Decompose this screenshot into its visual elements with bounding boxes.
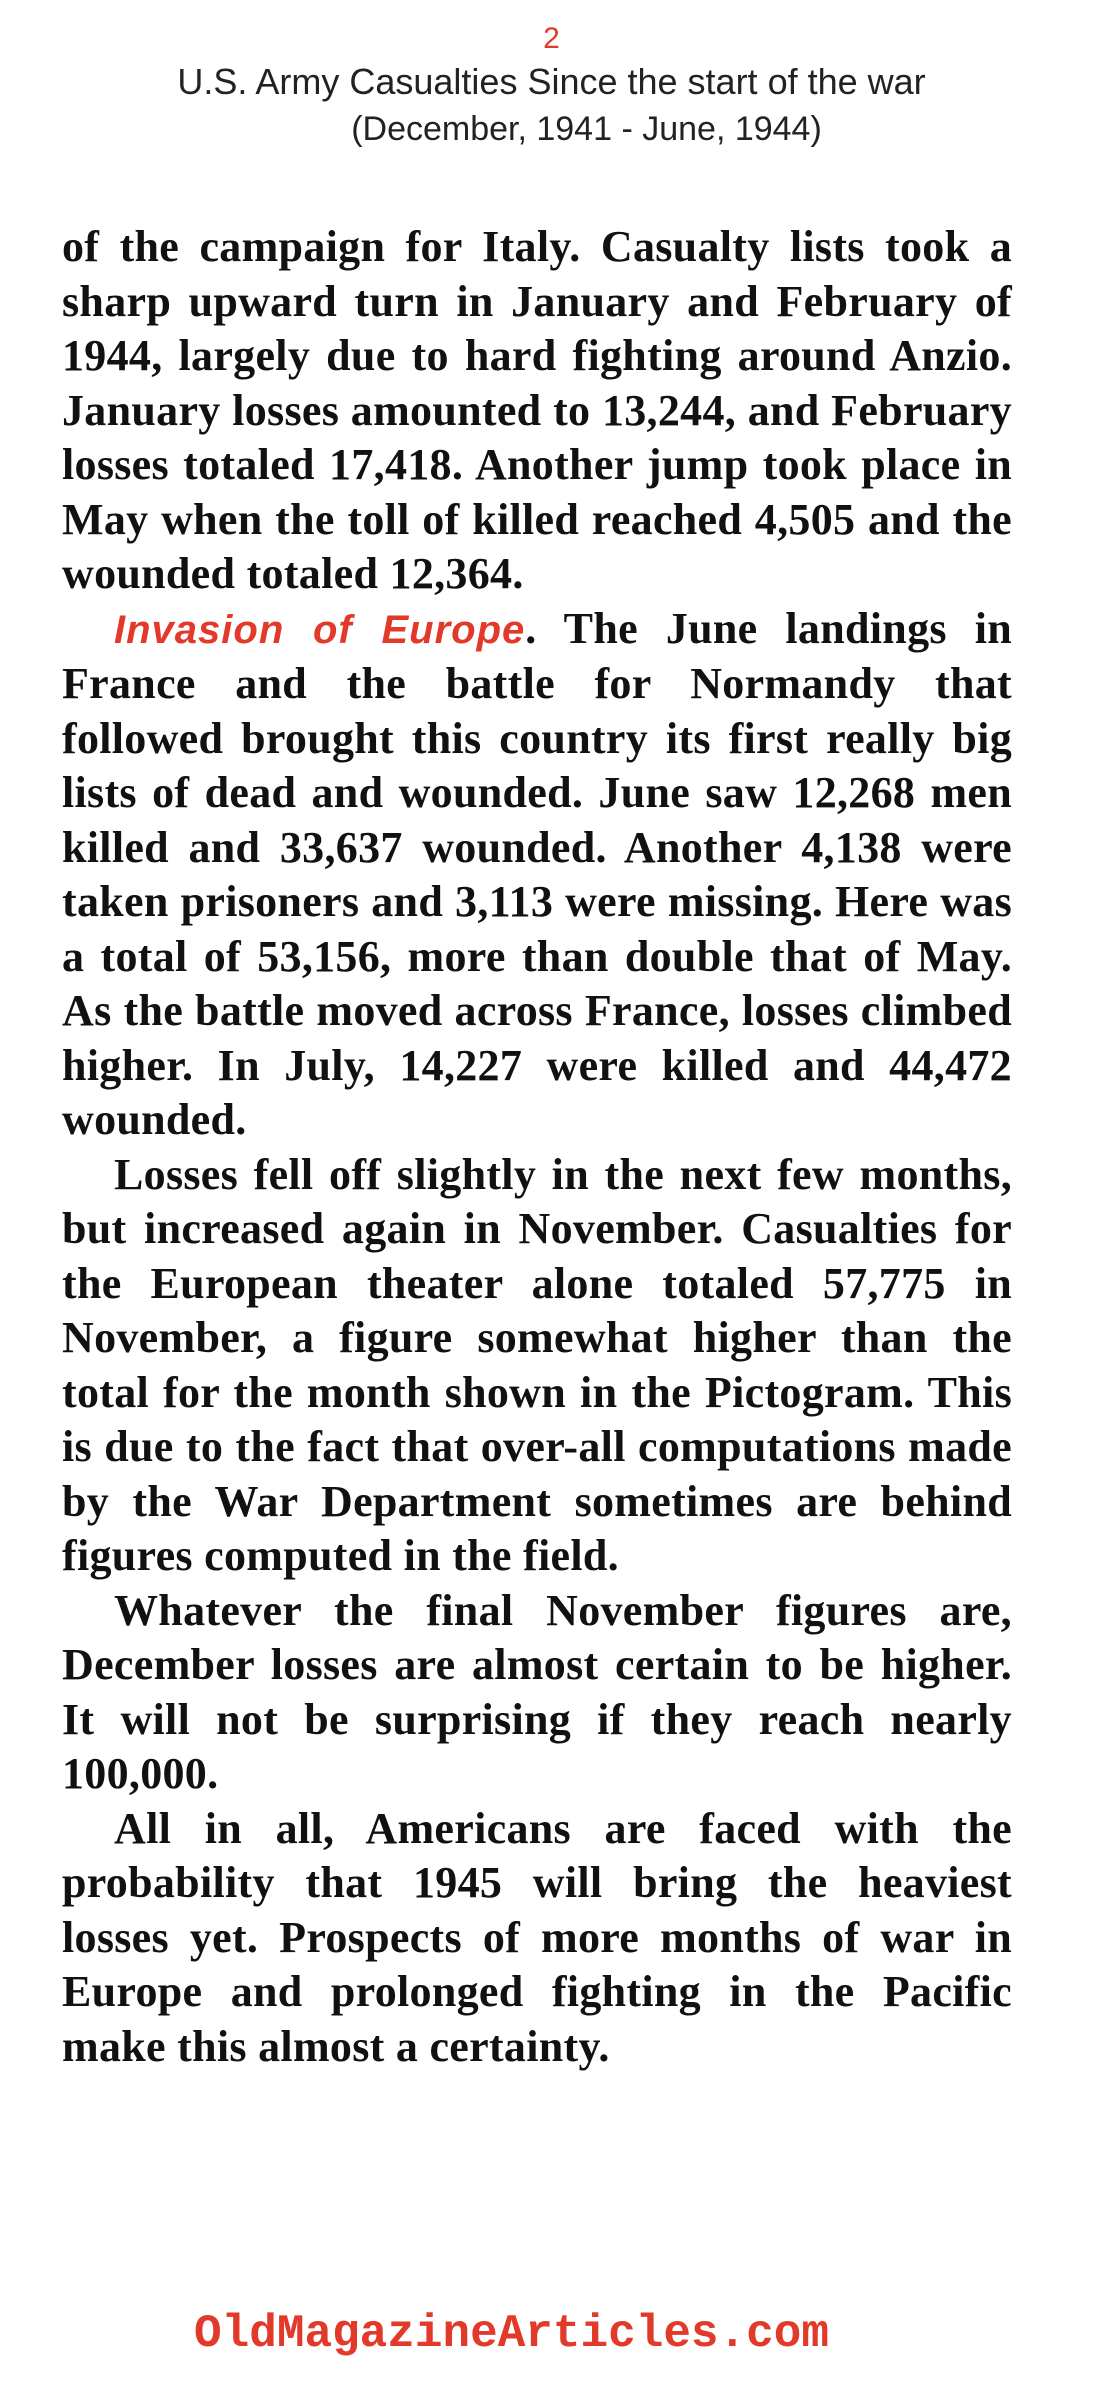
section-kicker: Invasion of Europe — [114, 607, 526, 652]
paragraph-text: All in all, Americans are faced with the probability that 1945 will bring the heaviest losses yet. Prospects of more months of war in Europe and prolonged fighting in the Pacific make this almost a certainty. — [62, 1803, 1012, 2071]
article-paragraph — [62, 602, 1012, 1148]
article-paragraph — [62, 1584, 1012, 1802]
article-paragraph — [62, 1802, 1012, 2075]
article-paragraph — [62, 1148, 1012, 1584]
page-header — [0, 20, 1103, 152]
paragraph-text: Whatever the final November figures are, December losses are almost certain to be higher. It will not be surprising if they reach nearly 100,000. — [62, 1585, 1012, 1798]
article-body — [62, 220, 1012, 2074]
paragraph-text: Losses fell off slightly in the next few months, but increased again in November. Casualties for the European theater alone totaled 57,775 in November, a figure somewhat higher than the total for the month shown in the Pictogram. This is due to the fact that over-all computations made by the War Department sometimes are behind figures computed in the field. — [62, 1149, 1012, 1580]
site-watermark: OldMagazineArticles.com — [194, 2308, 829, 2360]
article-paragraph — [62, 220, 1012, 602]
paragraph-text: . The June landings in France and the battle for Normandy that followed brought this country its first really big lists of dead and wounded. June saw 12,268 men killed and 33,637 wounded. Another 4,138 were taken prisoners and 3,113 were missing. Here was a total of 53,156, more than double that of May. As the battle moved across France, losses climbed higher. In July, 14,227 were killed and 44,472 wounded. — [62, 603, 1012, 1144]
page-subtitle: (December, 1941 - June, 1944) — [351, 110, 822, 148]
page-number: 2 — [543, 22, 560, 55]
paragraph-text: of the campaign for Italy. Casualty lists took a sharp upward turn in January and February of 1944, largely due to hard fighting around Anzio. January losses amounted to 13,244, and February losses totaled 17,418. Another jump took place in May when the toll of killed reached 4,505 and the wounded totaled 12,364. — [62, 222, 1012, 598]
page-title: U.S. Army Casualties Since the start of the war — [177, 61, 926, 102]
